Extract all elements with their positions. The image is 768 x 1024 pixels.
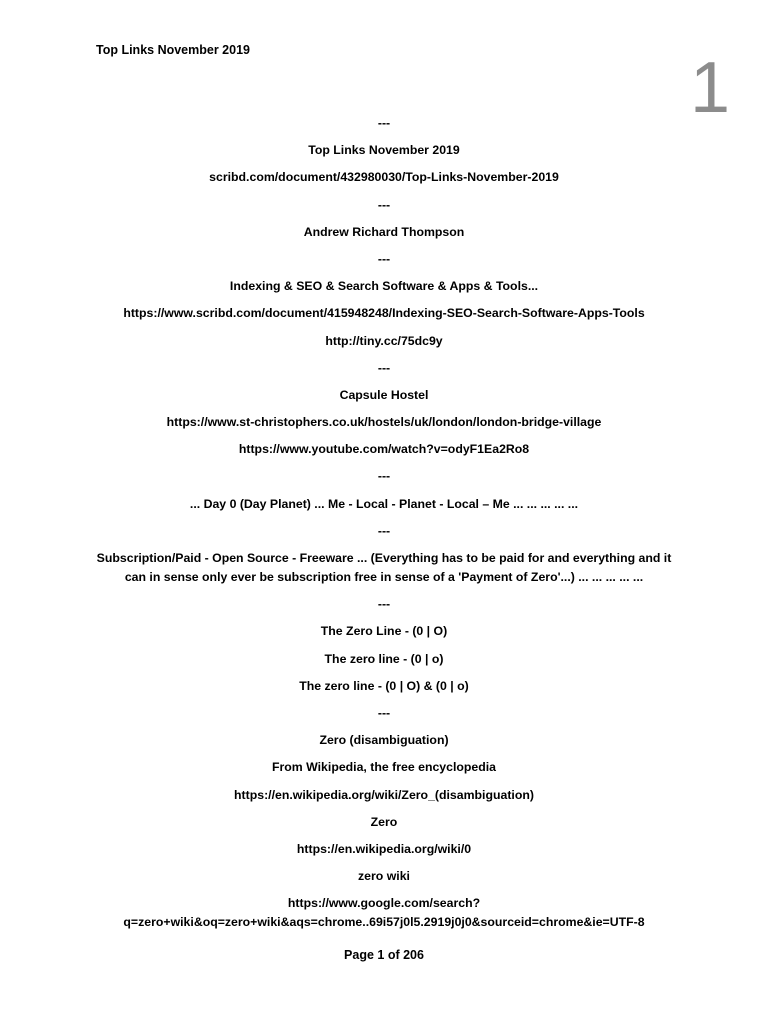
link-text: scribd.com/document/432980030/Top-Links-November-2019 xyxy=(209,170,559,185)
text-line: From Wikipedia, the free encyclopedia xyxy=(271,760,497,775)
text-line: The zero line - (0 | o) xyxy=(324,651,444,666)
text-line: ... Day 0 (Day Planet) ... Me - Local - Planet - Local – Me ... ... ... ... ... xyxy=(189,496,579,511)
link-text: https://www.scribd.com/document/415948248/Indexing-SEO-Search-Software-Apps-Tools xyxy=(123,306,645,321)
separator: --- xyxy=(377,251,391,266)
document-title: Top Links November 2019 xyxy=(308,143,460,158)
section-heading: Zero (disambiguation) xyxy=(319,733,449,748)
link-text: https://www.google.com/search?q=zero+wiki&oq=zero+wiki&aqs=chrome..69i57j0l5.2919j0j0&sourceid=chrome&ie=UTF-8 xyxy=(123,896,645,929)
section-heading: Capsule Hostel xyxy=(339,387,429,402)
separator: --- xyxy=(377,116,391,130)
separator: --- xyxy=(377,197,391,212)
link-text: https://www.st-christophers.co.uk/hostels/uk/london/london-bridge-village xyxy=(166,415,602,430)
separator: --- xyxy=(377,705,391,720)
document-body xyxy=(90,114,678,940)
text-line: Zero xyxy=(370,814,398,829)
link-text: https://www.youtube.com/watch?v=odyF1Ea2Ro8 xyxy=(238,442,530,457)
text-line: The Zero Line - (0 | O) xyxy=(320,624,448,639)
link-text: https://en.wikipedia.org/wiki/0 xyxy=(296,841,472,856)
text-line: zero wiki xyxy=(358,869,410,884)
link-text: https://en.wikipedia.org/wiki/Zero_(disambiguation) xyxy=(234,787,534,802)
link-text: http://tiny.cc/75dc9y xyxy=(325,333,443,348)
paragraph: Subscription/Paid - Open Source - Freeware ... (Everything has to be paid for and everything and it can in sense only ever be subscription free in sense of a 'Payment of Zero'...) ... ... ... ... ... xyxy=(96,551,672,584)
separator: --- xyxy=(377,523,391,538)
page-footer: Page 1 of 206 xyxy=(344,948,424,962)
separator: --- xyxy=(377,469,391,484)
text-line: The zero line - (0 | O) & (0 | o) xyxy=(299,678,469,693)
page-number-large: 1 xyxy=(689,48,730,128)
author-name: Andrew Richard Thompson xyxy=(303,224,465,239)
separator: --- xyxy=(377,360,391,375)
page-header-title: Top Links November 2019 xyxy=(96,43,250,57)
section-heading: Indexing & SEO & Search Software & Apps & Tools... xyxy=(229,279,539,294)
separator: --- xyxy=(377,597,391,612)
